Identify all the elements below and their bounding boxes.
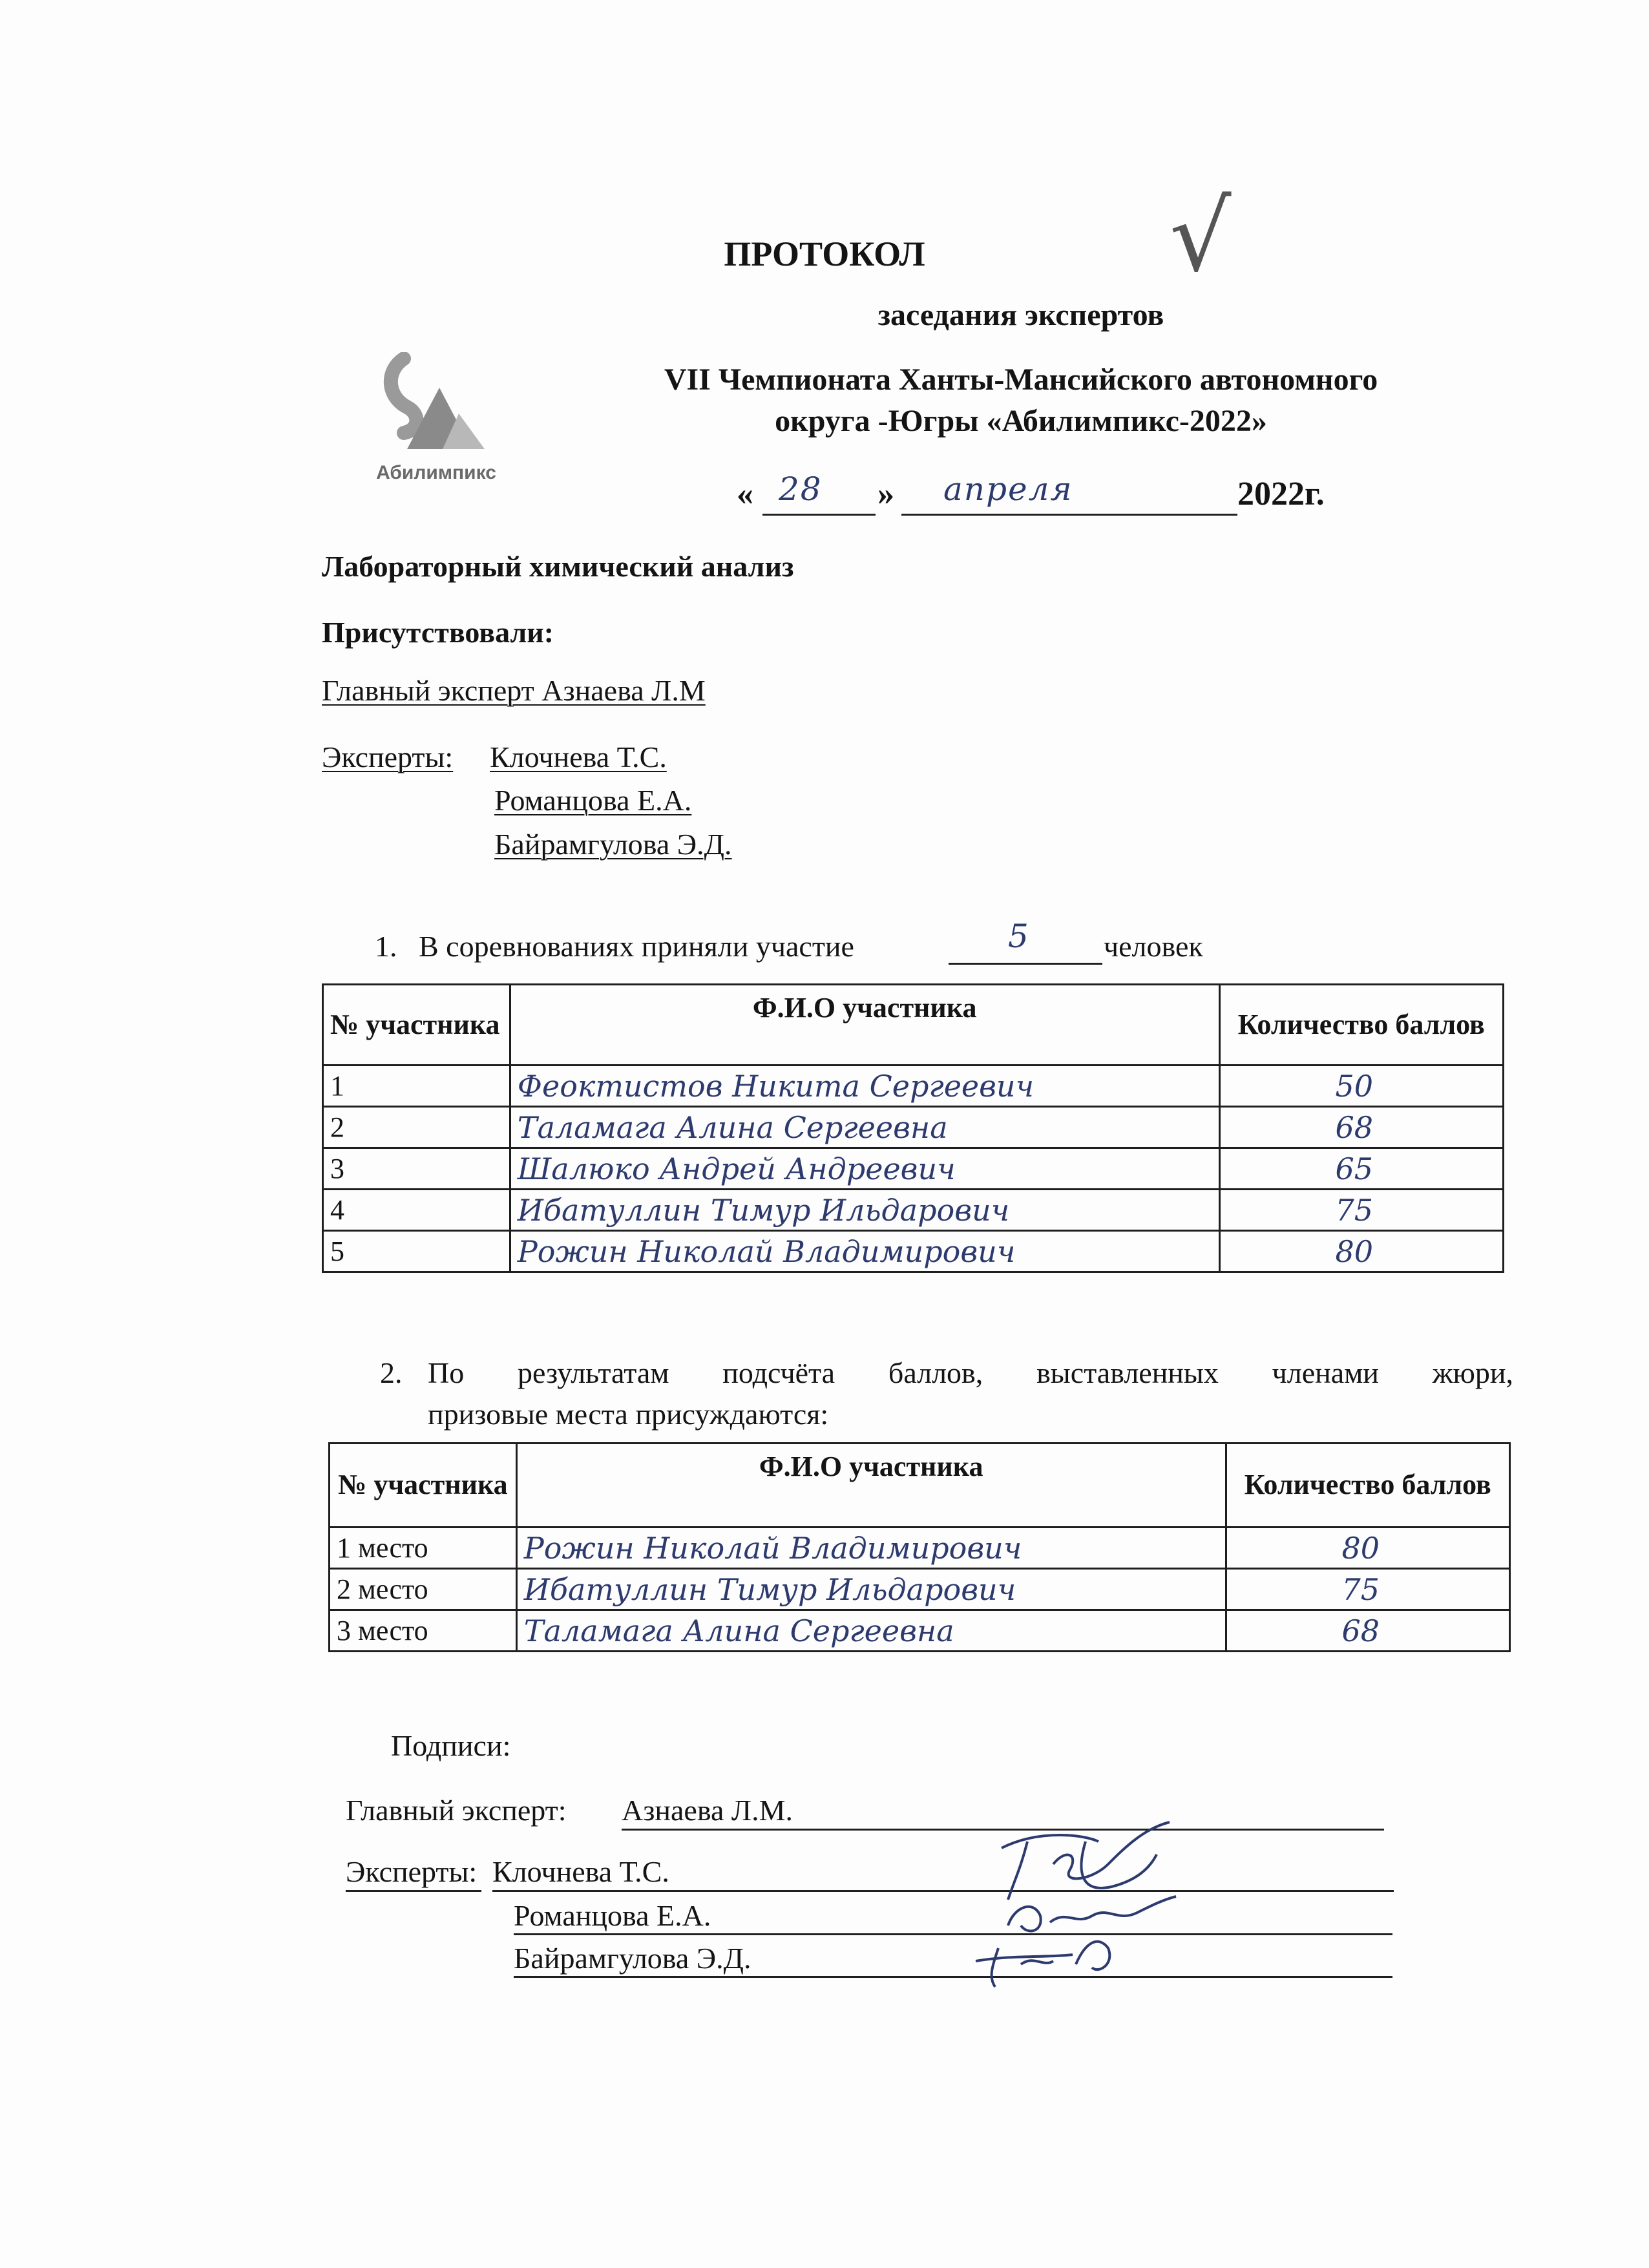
expert-name-1: Клочнева Т.С. [490,740,667,773]
present-label: Присутствовали: [322,616,554,649]
row-number: 3 [323,1148,510,1190]
handwritten-signatures [937,1803,1208,1997]
col-header-name: Ф.И.О участника [516,1444,1226,1528]
document-subtitle: заседания экспертов [877,298,1164,332]
row-score: 50 [1219,1066,1503,1107]
sig-experts-label-line [346,1890,481,1892]
document-title: ПРОТОКОЛ [724,235,925,273]
date-month-line [901,514,1237,516]
col-header-number: № участника [323,985,510,1066]
event-line-2: округа -Югры «Абилимпикс-2022» [775,404,1267,438]
table-row [323,1066,1504,1107]
date-day-line [762,514,876,516]
row-score: 75 [1219,1190,1503,1231]
row-name: Ибатуллин Тимур Ильдарович [516,1569,1226,1610]
row-name: Таламага Алина Сергеевна [516,1610,1226,1652]
row-name: Рожин Николай Владимирович [516,1528,1226,1569]
row-score: 68 [1226,1610,1509,1652]
expert-name-3: Байрамгулова Э.Д. [494,828,732,861]
table-row [323,1190,1504,1231]
section-2-text-line-2: призовые места присуждаются: [428,1398,829,1431]
section-1-text-after: человек [1104,930,1203,963]
section-2-text-line-1: По результатам подсчёта баллов, выставленных членами жюри, [428,1356,1513,1389]
col-header-name: Ф.И.О участника [510,985,1219,1066]
sig-expert-name-2: Романцова Е.А. [514,1899,711,1932]
date-year: 2022г. [1237,476,1325,512]
winners-table [328,1442,1511,1652]
winners-table-header [330,1444,1510,1528]
col-header-number: № участника [330,1444,517,1528]
table-row [330,1528,1510,1569]
chief-expert-line: Главный эксперт Азнаева Л.М [322,674,706,707]
table-row [330,1610,1510,1652]
sig-expert-name-3: Байрамгулова Э.Д. [514,1942,751,1975]
row-number: 2 [323,1107,510,1148]
sig-chief-label: Главный эксперт: [346,1794,567,1827]
row-score: 65 [1219,1148,1503,1190]
date-close-quote: » [877,476,894,512]
section-2-number: 2. [380,1356,403,1389]
participant-count-line [949,963,1102,965]
abilympics-logo-icon [359,352,507,462]
row-name: Рожин Николай Владимирович [510,1231,1219,1272]
row-name: Шалюко Андрей Андреевич [510,1148,1219,1190]
row-score: 80 [1226,1528,1509,1569]
row-name: Ибатуллин Тимур Ильдарович [510,1190,1219,1231]
signatures-label: Подписи: [391,1729,511,1762]
row-name: Таламага Алина Сергеевна [510,1107,1219,1148]
sig-experts-label: Эксперты: [346,1855,478,1888]
row-place: 2 место [330,1569,517,1610]
sig-chief-name: Азнаева Л.М. [622,1794,793,1827]
participants-table [322,983,1504,1273]
expert-name-2: Романцова Е.А. [494,784,692,817]
row-score: 80 [1219,1231,1503,1272]
table-row [330,1569,1510,1610]
section-1-number: 1. [375,930,397,963]
row-number: 4 [323,1190,510,1231]
row-place: 3 место [330,1610,517,1652]
col-header-score: Количество баллов [1219,985,1503,1066]
date-month: апреля [943,470,1073,508]
event-line-1: VII Чемпионата Ханты-Мансийского автономного [664,362,1378,397]
date-day: 28 [779,470,823,508]
experts-label: Эксперты: [322,740,454,773]
row-score: 68 [1219,1107,1503,1148]
row-number: 5 [323,1231,510,1272]
abilympics-logo [359,352,507,501]
row-score: 75 [1226,1569,1509,1610]
competence-name: Лабораторный химический анализ [322,550,794,583]
participants-table-header [323,985,1504,1066]
participant-count: 5 [1008,918,1030,955]
date-open-quote: « [737,476,753,512]
table-row [323,1231,1504,1272]
col-header-score: Количество баллов [1226,1444,1509,1528]
logo-caption: Абилимпикс [376,462,496,483]
table-row [323,1107,1504,1148]
table-row [323,1148,1504,1190]
check-mark: √ [1170,181,1233,293]
sig-expert-name-1: Клочнева Т.С. [492,1855,669,1888]
row-name: Феоктистов Никита Сергеевич [510,1066,1219,1107]
row-number: 1 [323,1066,510,1107]
row-place: 1 место [330,1528,517,1569]
section-1-text: В соревнованиях приняли участие [419,930,854,963]
